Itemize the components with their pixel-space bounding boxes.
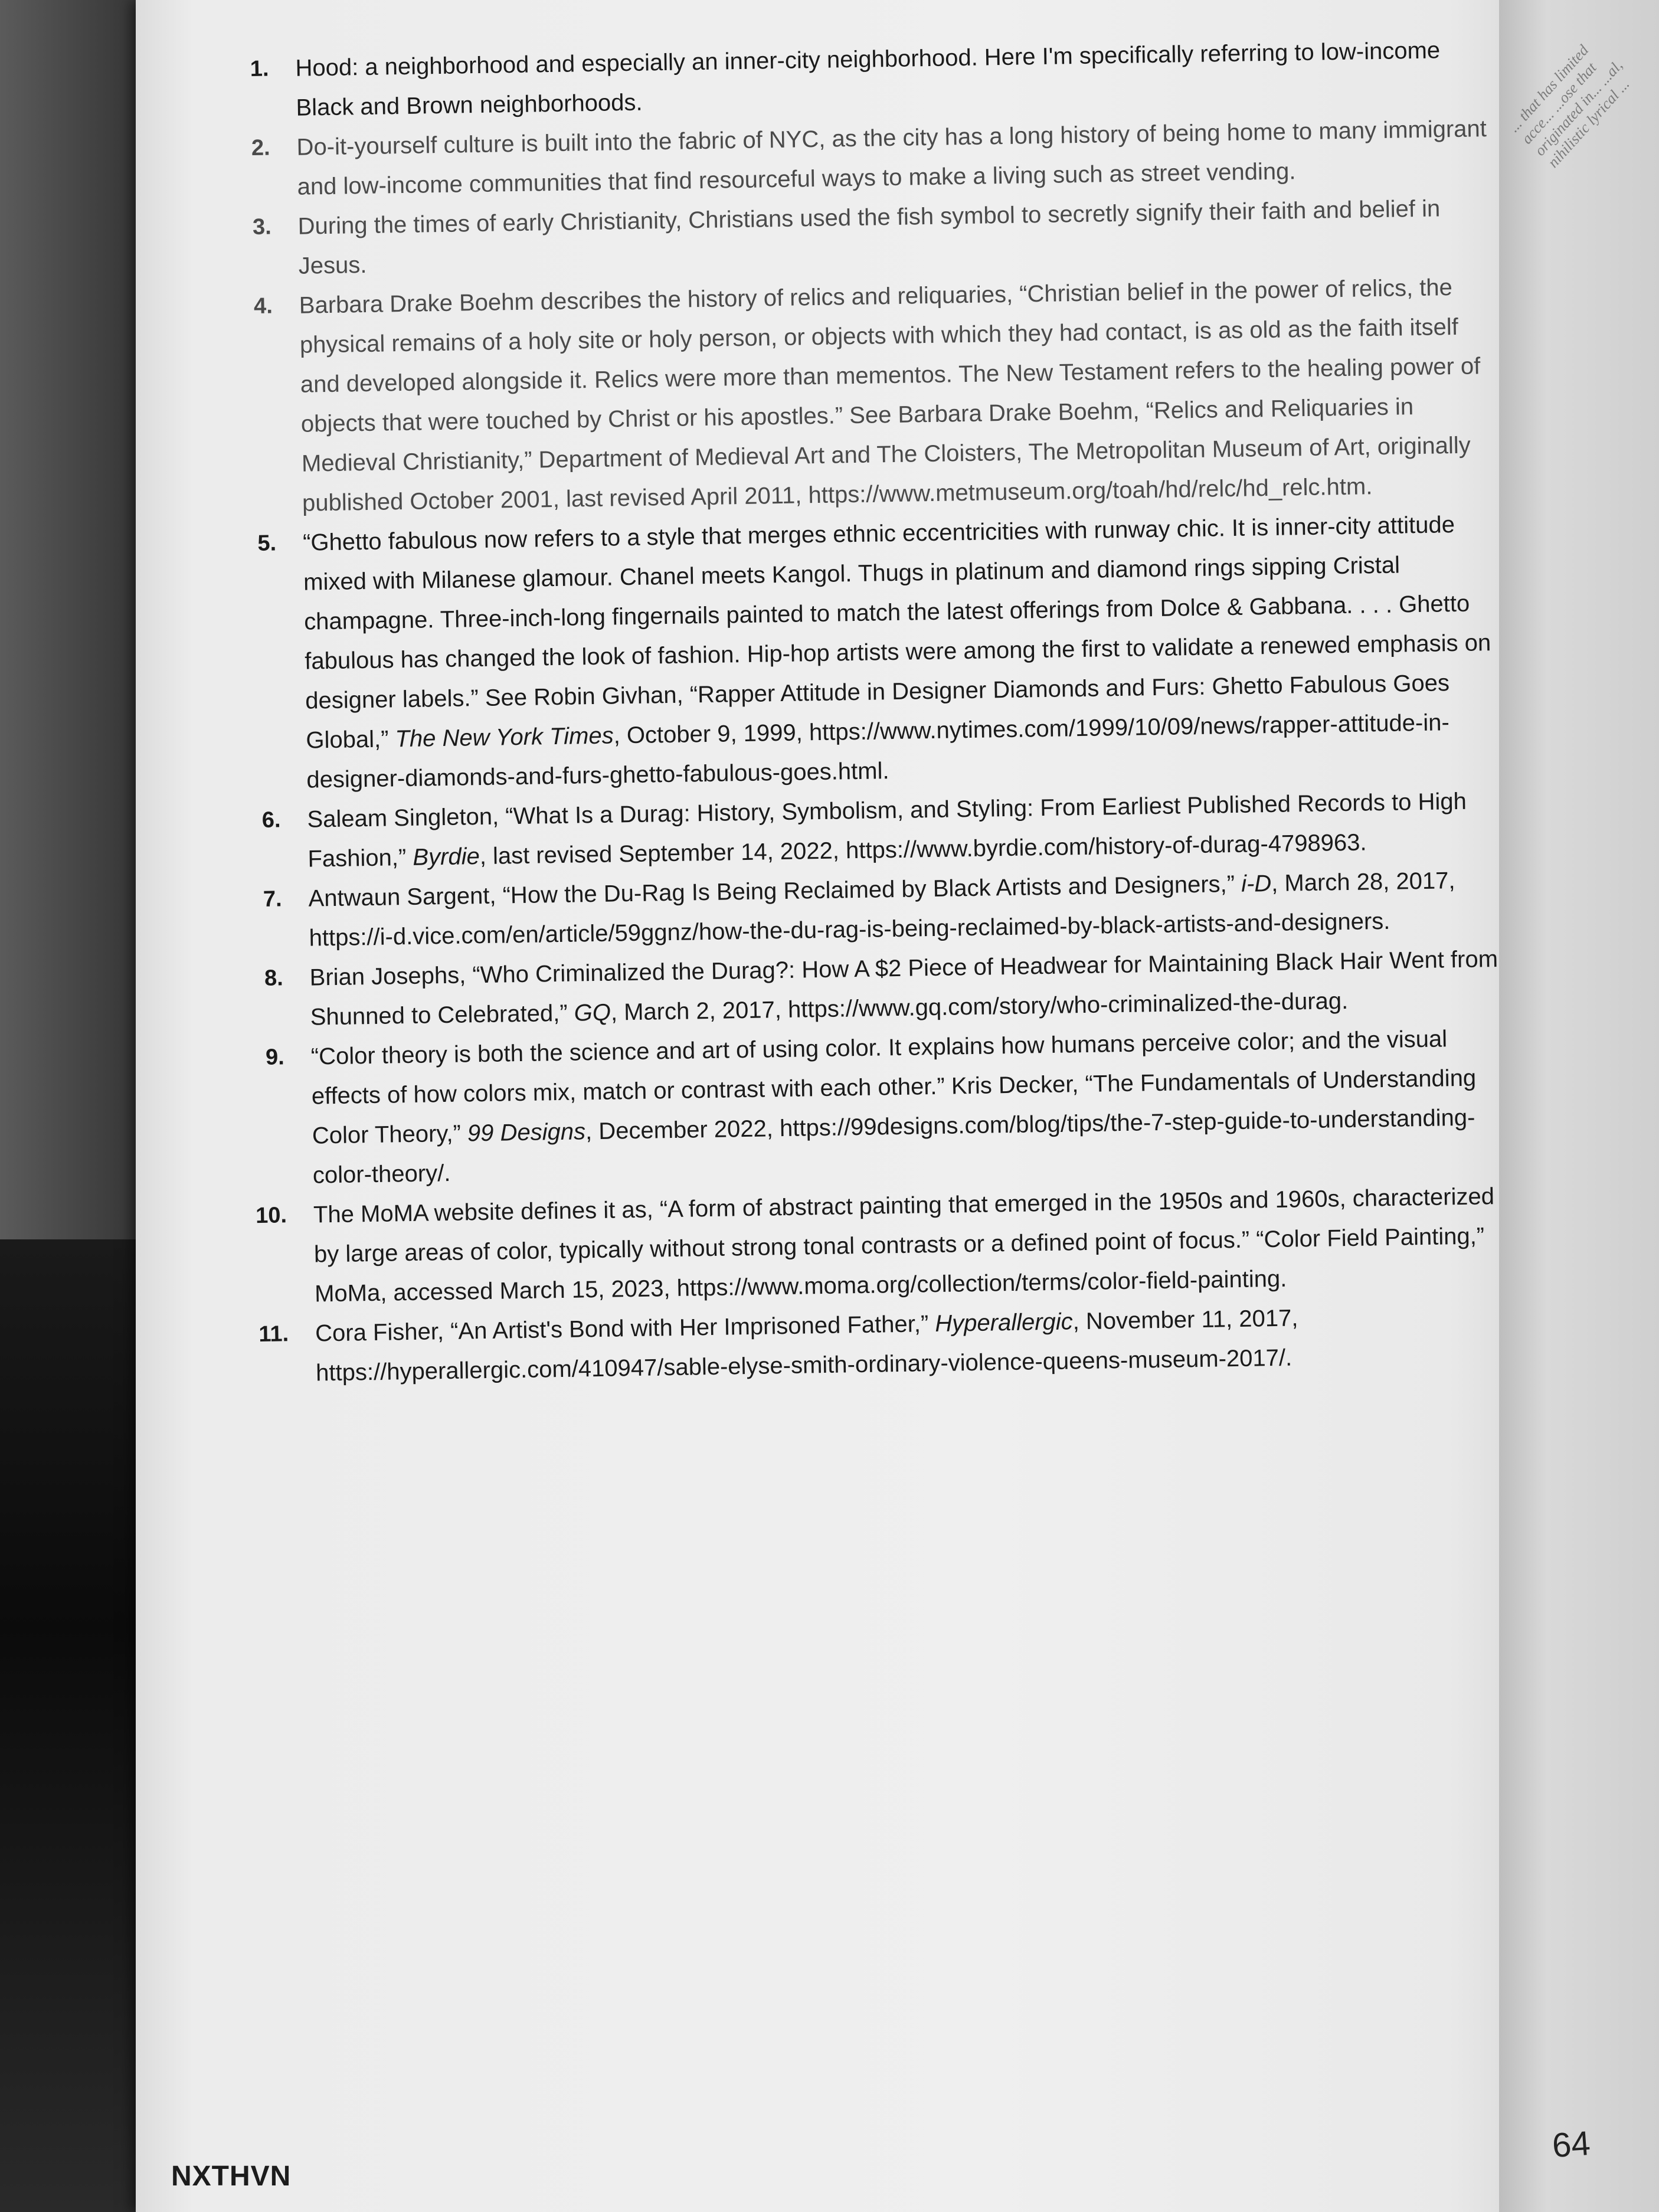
endnote-10 bbox=[231, 1177, 1507, 1316]
endnote-text bbox=[310, 1019, 1505, 1196]
endnote-publication: Byrdie bbox=[413, 843, 480, 871]
endnote-publication: The New York Times bbox=[395, 722, 614, 752]
endnote-4 bbox=[216, 267, 1494, 525]
endnote-number: 6. bbox=[261, 807, 281, 833]
endnote-text-before: Cora Fisher, “An Artist's Bond with Her Imprisoned Father,” bbox=[315, 1311, 935, 1347]
endnote-publication: Hyperallergic bbox=[934, 1308, 1074, 1337]
endnote-text-after: , last revised September 14, 2022, https://www.byrdie.com/history-of-durag-4798963. bbox=[479, 829, 1367, 870]
endnote-number: 7. bbox=[263, 886, 282, 912]
facing-page-text: ... that has limited acce... ...ose that originated in... ...al, nihilistic lyrical ... bbox=[1505, 41, 1633, 171]
endnote-text: During the times of early Christianity, Christians used the fish symbol to secretly signify their faith and belief in Jesus. bbox=[297, 195, 1441, 279]
endnote-publication: 99 Designs bbox=[467, 1118, 586, 1147]
endnote-publication: GQ bbox=[574, 999, 611, 1026]
footer-brand: NXTHVN bbox=[171, 2161, 292, 2192]
endnote-text-before: Saleam Singleton, “What Is a Durag: History, Symbolism, and Styling: From Earliest Published Records to High Fashion,” bbox=[307, 788, 1467, 872]
endnote-text-before: “Ghetto fabulous now refers to a style that merges ethnic eccentricities with runway chic. It is inner-city attitude mixed with Milanese glamour. Chanel meets Kangol. Thugs in platinum and diamond rings sipping Cristal champagne. Three-inch-long fingernails painted to match the latest offerings from Dolce & Gabbana. . . . Ghetto fabulous has changed the look of fashion. Hip-hop artists were among the first to validate a renewed emphasis on designer labels.” See Robin Givhan, “Rapper Attitude in Designer Diamonds and Furs: Ghetto Fabulous Goes Global,” bbox=[302, 512, 1491, 754]
endnote-text: The MoMA website defines it as, “A form of abstract painting that emerged in the 1950s and 1960s, characterized by large areas of color, typically without strong tonal contrasts or a defined point of focus.” “Color Field Painting,” MoMa, accessed March 15, 2023, https://www.moma.org/collection/terms/color-field-painting. bbox=[313, 1183, 1495, 1307]
endnote-text-after: , December 2022, https://99designs.com/blog/tips/the-7-step-guide-to-understanding-color-theory/. bbox=[312, 1104, 1475, 1189]
endnote-number: 4. bbox=[253, 293, 273, 319]
endnote-5 bbox=[220, 505, 1499, 801]
page-number: 64 bbox=[1550, 2123, 1592, 2165]
endnote-text-after: , March 2, 2017, https://www.gq.com/story/who-criminalized-the-durag. bbox=[610, 987, 1349, 1026]
endnote-number: 2. bbox=[251, 135, 270, 161]
endnote-publication: i-D bbox=[1241, 870, 1272, 897]
endnote-number: 11. bbox=[258, 1321, 289, 1347]
endnote-number: 10. bbox=[255, 1203, 287, 1229]
endnote-number: 5. bbox=[257, 531, 277, 556]
endnote-number: 8. bbox=[264, 966, 284, 991]
endnote-text: Barbara Drake Boehm describes the history of relics and reliquaries, “Christian belief in the power of relics, the physical remains of a holy site or holy person, or objects with which they had contact, is as old as the faith itself and developed alongside it. Relics were more than mementos. The New Testament refers to the healing power of objects that were touched by Christ or his apostles.” See Barbara Drake Boehm, “Relics and Reliquaries in Medieval Christianity,” Department of Medieval Art and The Cloisters, The Metropolitan Museum of Art, originally published October 2001, last revised April 2011, https://www.metmuseum.org/toah/hd/relc/hd_relc.htm. bbox=[299, 274, 1481, 516]
facing-page bbox=[1499, 0, 1659, 2212]
endnote-number: 1. bbox=[250, 56, 269, 81]
endnotes-list bbox=[212, 30, 1509, 1395]
endnote-text: Do-it-yourself culture is built into the fabric of NYC, as the city has a long history of being home to many immigrant and low-income communities that find resourceful ways to make a living such as street vending. bbox=[296, 116, 1487, 200]
endnote-9 bbox=[228, 1019, 1505, 1197]
endnote-text-after: , November 11, 2017, https://hyperallergic.com/410947/sable-elyse-smith-ordinary-violence-queens-museum-2017/. bbox=[315, 1305, 1298, 1386]
endnote-text bbox=[303, 505, 1499, 800]
endnote-number: 3. bbox=[252, 214, 272, 240]
endnote-number: 9. bbox=[265, 1045, 285, 1070]
endnote-text-after: , October 9, 1999, https://www.nytimes.com/1999/10/09/news/rapper-attitude-in-designer-diamonds-and-furs-ghetto-fabulous-goes.html. bbox=[306, 709, 1450, 793]
endnote-text-before: Brian Josephs, “Who Criminalized the Durag?: How A $2 Piece of Headwear for Maintaining Black Hair Went from Shunned to Celebrated,” bbox=[309, 945, 1498, 1030]
endnote-text-before: Antwaun Sargent, “How the Du-Rag Is Being Reclaimed by Black Artists and Designers,” bbox=[308, 871, 1242, 912]
endnote-text: Hood: a neighborhood and especially an inner-city neighborhood. Here I'm specifically referring to low-income Black and Brown neighborhoods. bbox=[295, 37, 1441, 121]
endnote-text-after: , March 28, 2017, https://i-d.vice.com/en/article/59ggnz/how-the-du-rag-is-being-reclaimed-by-black-artists-and-designers. bbox=[309, 868, 1455, 951]
endnote-text-before: “Color theory is both the science and art of using color. It explains how humans perceive color; and the visual effects of how colors mix, match or contrast with each other.” Kris Decker, “The Fundamentals of Understanding Color Theory,” bbox=[310, 1026, 1477, 1149]
